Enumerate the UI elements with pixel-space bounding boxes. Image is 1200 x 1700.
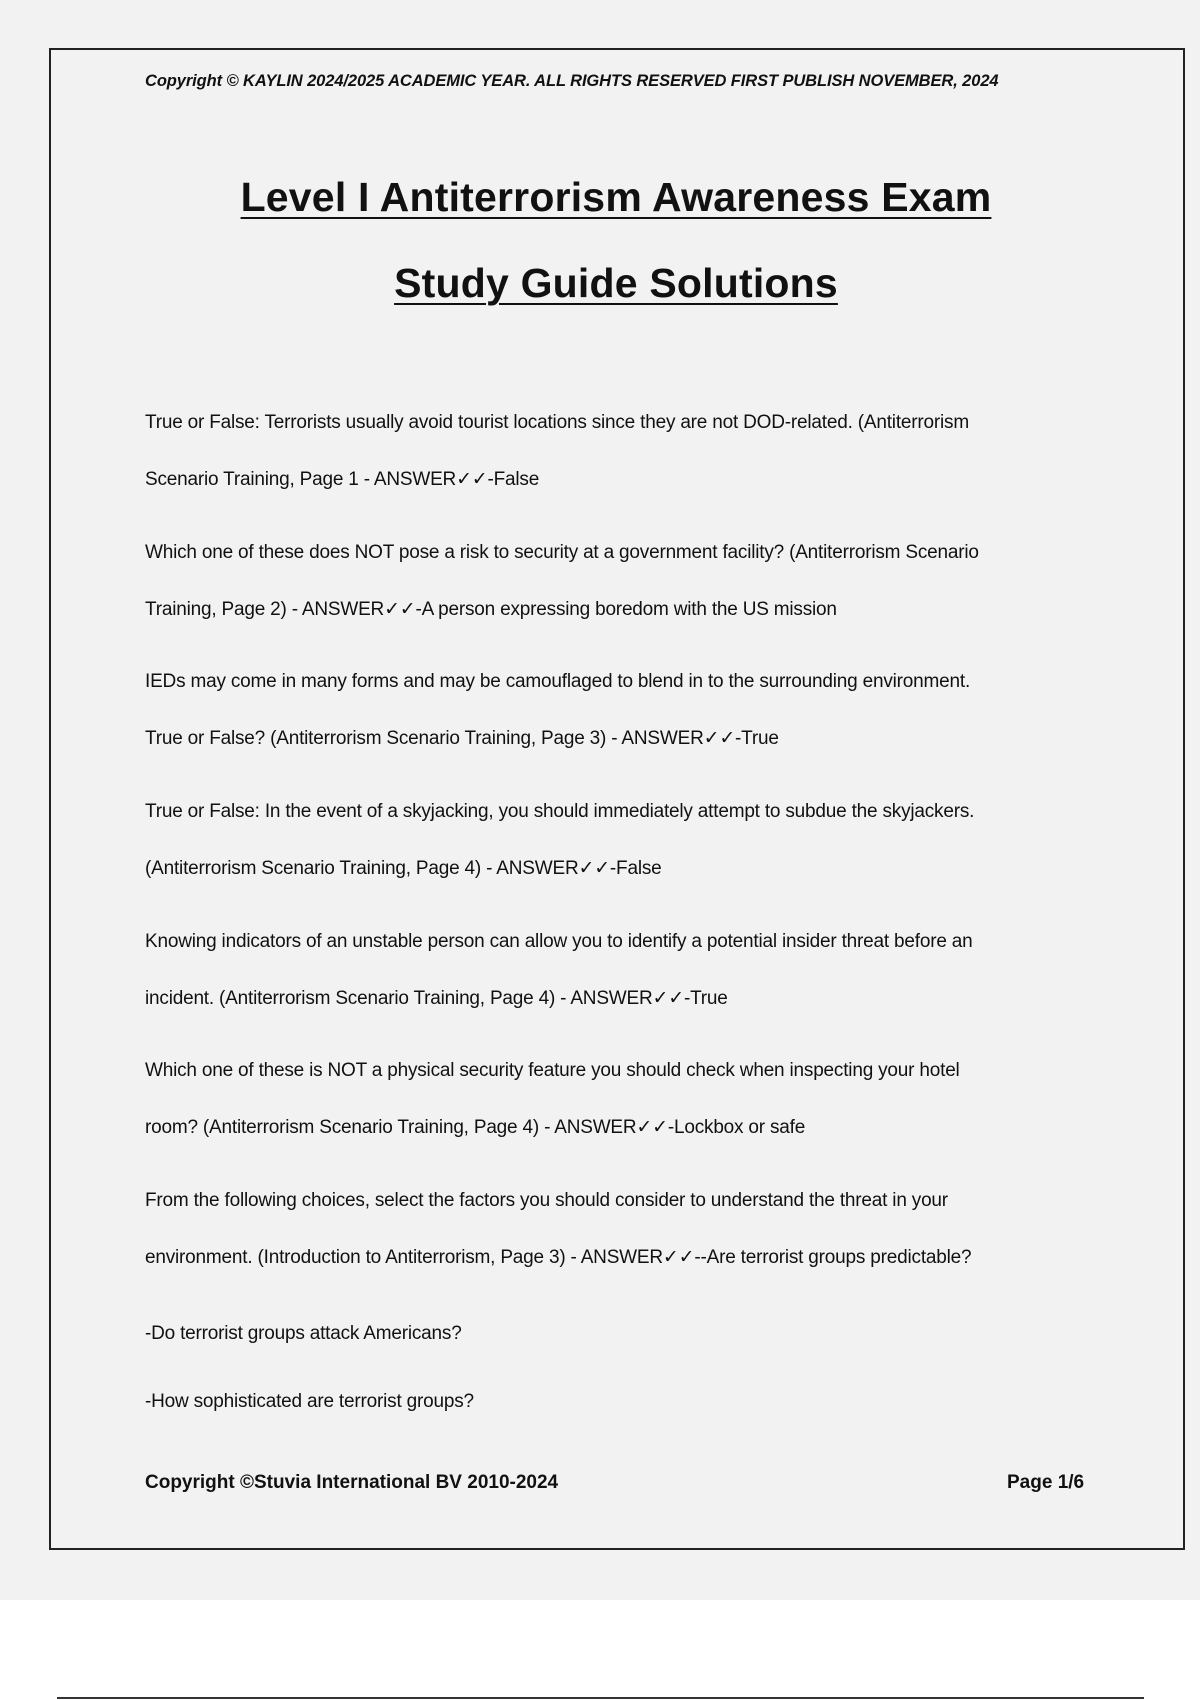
question-item xyxy=(145,653,1075,767)
question-item xyxy=(145,783,1075,897)
question-item xyxy=(145,913,1075,1027)
question-text: Which one of these is NOT a physical security feature you should check when inspecting your hotel xyxy=(145,1060,960,1081)
question-item xyxy=(145,1042,1075,1156)
answer-text: environment. (Introduction to Antiterrorism, Page 3) - ANSWER✓✓--Are terrorist groups predictable? xyxy=(145,1247,972,1268)
question-text: IEDs may come in many forms and may be camouflaged to blend in to the surrounding environment. xyxy=(145,671,971,692)
answer-text: Training, Page 2) - ANSWER✓✓-A person expressing boredom with the US mission xyxy=(145,599,837,620)
document-subtitle: Study Guide Solutions xyxy=(394,260,838,306)
question-text: From the following choices, select the factors you should consider to understand the threat in your xyxy=(145,1190,948,1211)
answer-text: Scenario Training, Page 1 - ANSWER✓✓-False xyxy=(145,469,540,490)
question-item xyxy=(145,394,1075,508)
question-item xyxy=(145,524,1075,638)
question-text: True or False: In the event of a skyjacking, you should immediately attempt to subdue the skyjackers. xyxy=(145,801,975,822)
answer-text: room? (Antiterrorism Scenario Training, Page 4) - ANSWER✓✓-Lockbox or safe xyxy=(145,1117,806,1138)
answer-text: (Antiterrorism Scenario Training, Page 4) - ANSWER✓✓-False xyxy=(145,858,662,879)
answer-text: incident. (Antiterrorism Scenario Training, Page 4) - ANSWER✓✓-True xyxy=(145,988,728,1009)
next-page-divider xyxy=(57,1697,1144,1699)
answer-bullet: -Do terrorist groups attack Americans? xyxy=(145,1323,462,1344)
page-number: Page 1/6 xyxy=(1007,1472,1085,1493)
footer-copyright: Copyright ©Stuvia International BV 2010-2024 xyxy=(145,1472,559,1493)
answer-continuation xyxy=(145,1305,1075,1362)
question-text: Knowing indicators of an unstable person can allow you to identify a potential insider threat before an xyxy=(145,931,973,952)
question-item xyxy=(145,1172,1075,1286)
answer-bullet: -How sophisticated are terrorist groups? xyxy=(145,1391,474,1412)
question-text: True or False: Terrorists usually avoid tourist locations since they are not DOD-related. (Antiterrorism xyxy=(145,412,969,433)
question-text: Which one of these does NOT pose a risk to security at a government facility? (Antiterrorism Scenario xyxy=(145,542,979,563)
answer-text: True or False? (Antiterrorism Scenario Training, Page 3) - ANSWER✓✓-True xyxy=(145,728,779,749)
copyright-header: Copyright © KAYLIN 2024/2025 ACADEMIC YEAR. ALL RIGHTS RESERVED FIRST PUBLISH NOVEMBER, 2024 xyxy=(145,72,999,90)
answer-continuation xyxy=(145,1373,1075,1430)
document-title: Level I Antiterrorism Awareness Exam xyxy=(240,174,992,220)
